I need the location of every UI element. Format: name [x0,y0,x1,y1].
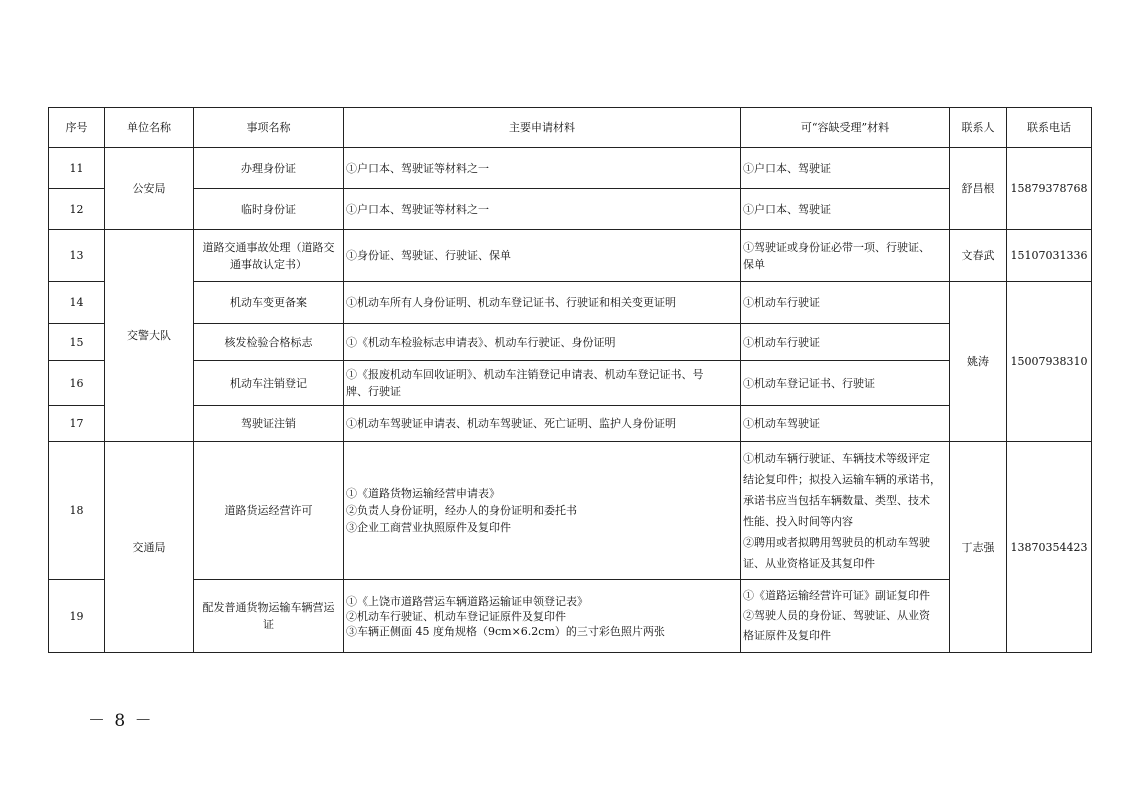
tolerant-cell: ①户口本、驾驶证 [741,189,950,230]
header-tolerant: 可“容缺受理”材料 [741,108,950,148]
tolerant-cell: ①机动车行驶证 [741,282,950,324]
item-cell: 办理身份证 [194,148,344,189]
header-item: 事项名称 [194,108,344,148]
contact-phone-cell: 15879378768 [1007,148,1092,230]
item-cell: 驾驶证注销 [194,406,344,442]
item-cell: 配发普通货物运输车辆营运 证 [194,580,344,653]
seq-cell: 16 [49,361,105,406]
materials-cell: ①《道路货物运输经营申请表》 ②负责人身份证明，经办人的身份证明和委托书 ③企业工商营业执照原件及复印件 [344,442,741,580]
materials-cell: ①户口本、驾驶证等材料之一 [344,148,741,189]
contact-phone-cell: 13870354423 [1007,442,1092,653]
table-row [49,442,1092,580]
seq-cell: 12 [49,189,105,230]
seq-cell: 13 [49,230,105,282]
tolerant-cell: ①驾驶证或身份证必带一项、行驶证、 保单 [741,230,950,282]
materials-cell: ①机动车所有人身份证明、机动车登记证书、行驶证和相关变更证明 [344,282,741,324]
materials-cell: ①户口本、驾驶证等材料之一 [344,189,741,230]
item-cell: 机动车变更备案 [194,282,344,324]
table-row [49,361,1092,406]
page-number: － 8 － [88,711,154,731]
tolerant-cell: ①《道路运输经营许可证》副证复印件 ②驾驶人员的身份证、驾驶证、从业资 格证原件及复印件 [741,580,950,653]
service-table [48,107,1092,653]
tolerant-cell: ①机动车驾驶证 [741,406,950,442]
unit-cell-traffic-police: 交警大队 [105,230,194,442]
materials-cell: ①《上饶市道路营运车辆道路运输证申领登记表》 ②机动车行驶证、机动车登记证原件及复印件 ③车辆正侧面 45 度角规格（9cm×6.2cm）的三寸彩色照片两张 [344,580,741,653]
header-contact: 联系人 [950,108,1007,148]
seq-cell: 14 [49,282,105,324]
table-row [49,148,1092,189]
table-row [49,406,1092,442]
unit-cell-transport: 交通局 [105,442,194,653]
tolerant-cell: ①机动车行驶证 [741,324,950,361]
seq-cell: 15 [49,324,105,361]
header-row [49,108,1092,148]
seq-cell: 11 [49,148,105,189]
item-cell: 核发检验合格标志 [194,324,344,361]
unit-cell-police: 公安局 [105,148,194,230]
header-unit: 单位名称 [105,108,194,148]
seq-cell: 17 [49,406,105,442]
tolerant-cell: ①机动车辆行驶证、车辆技术等级评定 结论复印件；拟投入运输车辆的承诺书， 承诺书应当包括车辆数量、类型、技术 性能、投入时间等内容 ②聘用或者拟聘用驾驶员的机动车驾驶 证、从业资格证及其复印件 [741,442,950,580]
seq-cell: 18 [49,442,105,580]
materials-cell: ①《机动车检验标志申请表》、机动车行驶证、身份证明 [344,324,741,361]
tolerant-cell: ①机动车登记证书、行驶证 [741,361,950,406]
item-cell: 道路货运经营许可 [194,442,344,580]
contact-name-cell: 舒昌根 [950,148,1007,230]
contact-name-cell: 姚涛 [950,282,1007,442]
table-row [49,324,1092,361]
materials-cell: ①身份证、驾驶证、行驶证、保单 [344,230,741,282]
materials-cell: ①《报废机动车回收证明》、机动车注销登记申请表、机动车登记证书、号 牌、行驶证 [344,361,741,406]
contact-name-cell: 丁志强 [950,442,1007,653]
item-cell: 临时身份证 [194,189,344,230]
table-row [49,580,1092,653]
contact-phone-cell: 15007938310 [1007,282,1092,442]
item-cell: 道路交通事故处理（道路交 通事故认定书） [194,230,344,282]
header-phone: 联系电话 [1007,108,1092,148]
item-cell: 机动车注销登记 [194,361,344,406]
tolerant-cell: ①户口本、驾驶证 [741,148,950,189]
table-row [49,282,1092,324]
header-materials: 主要申请材料 [344,108,741,148]
header-seq: 序号 [49,108,105,148]
table-row [49,230,1092,282]
seq-cell: 19 [49,580,105,653]
materials-cell: ①机动车驾驶证申请表、机动车驾驶证、死亡证明、监护人身份证明 [344,406,741,442]
contact-phone-cell: 15107031336 [1007,230,1092,282]
table-row [49,189,1092,230]
contact-name-cell: 文春武 [950,230,1007,282]
